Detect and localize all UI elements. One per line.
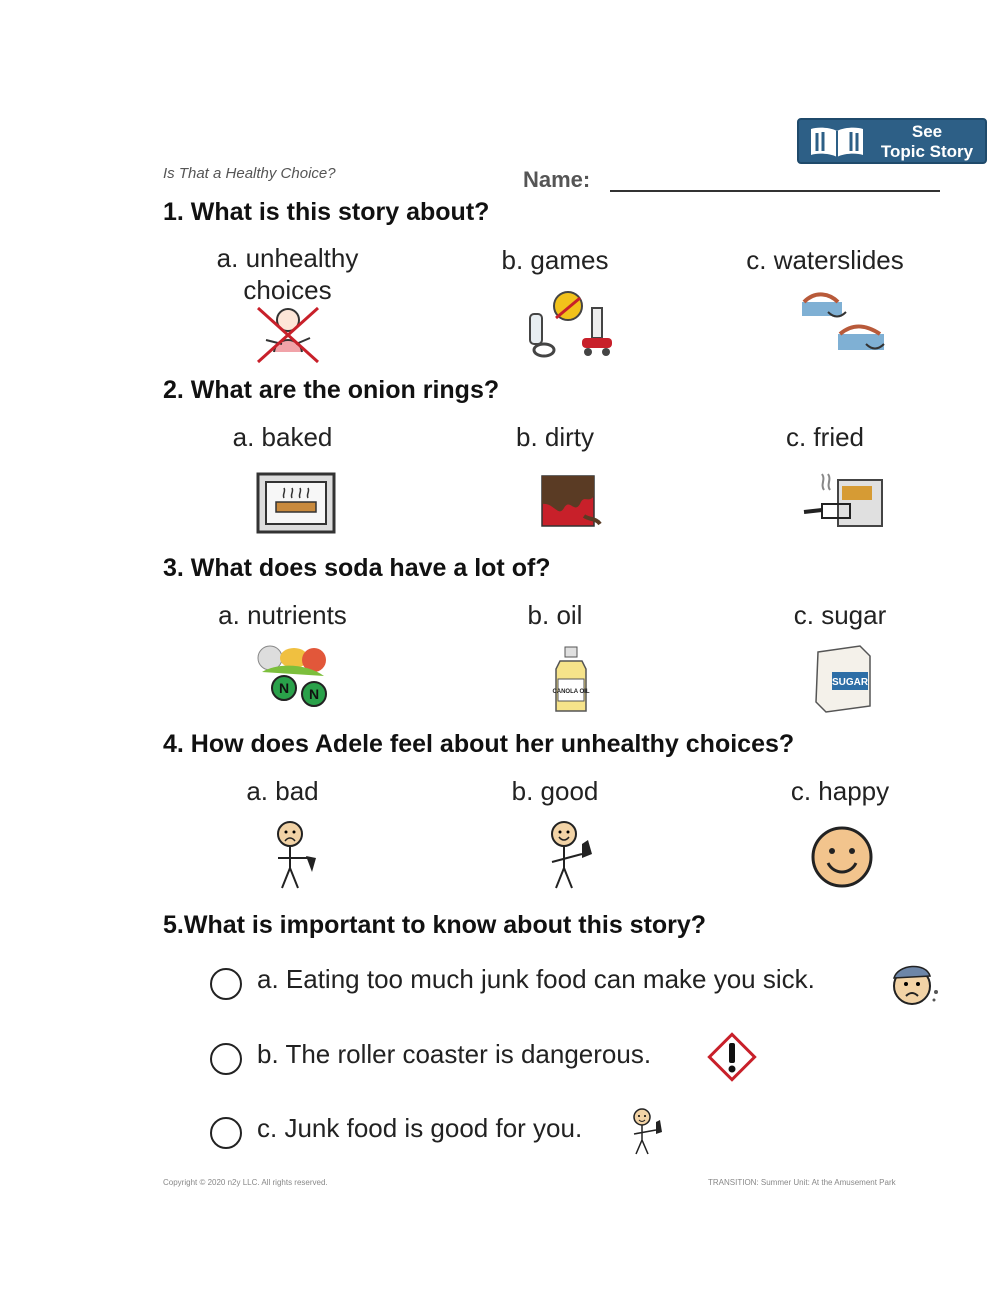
q4-option-a[interactable]: a. bad <box>246 776 319 806</box>
question-1-title: 1. What is this story about? <box>163 198 490 226</box>
q4-option-c[interactable]: c. happy <box>790 776 890 806</box>
danger-warning-icon <box>706 1031 758 1083</box>
question-5-title: 5.What is important to know about this story? <box>163 911 707 939</box>
question-4-title: 4. How does Adele feel about her unhealthy choices? <box>163 730 795 758</box>
q5-statement-c[interactable]: c. Junk food is good for you. <box>257 1113 583 1143</box>
waterslides-icon <box>800 290 886 362</box>
sugar-label: SUGAR <box>831 677 869 688</box>
book-icon <box>807 125 867 159</box>
q1-option-c[interactable]: c. waterslides <box>746 245 904 275</box>
question-2-title: 2. What are the onion rings? <box>163 376 500 404</box>
feel-bad-icon <box>270 818 324 890</box>
happy-face-icon <box>810 825 874 889</box>
nutrient-label-1: N <box>278 680 290 696</box>
nutrients-icon <box>254 642 338 712</box>
q5-statement-b[interactable]: b. The roller coaster is dangerous. <box>257 1039 652 1069</box>
games-icon <box>526 288 618 360</box>
q2-option-a[interactable]: a. baked <box>232 422 333 452</box>
q3-option-b[interactable]: b. oil <box>527 600 583 630</box>
q5-radio-a[interactable] <box>210 968 242 1000</box>
q3-option-c[interactable]: c. sugar <box>793 600 887 630</box>
sugar-bag-icon <box>810 642 874 714</box>
feel-good-icon <box>544 818 602 890</box>
q2-option-b[interactable]: b. dirty <box>515 422 595 452</box>
q5-statement-a[interactable]: a. Eating too much junk food can make you sick. <box>257 964 815 994</box>
question-3-title: 3. What does soda have a lot of? <box>163 554 551 582</box>
q2-option-c[interactable]: c. fried <box>785 422 865 452</box>
oven-baked-icon <box>256 472 336 534</box>
q1-option-a[interactable]: a. unhealthy choices <box>216 243 359 305</box>
footer-unit: TRANSITION: Summer Unit: At the Amusement Park <box>708 1178 896 1187</box>
name-field-line[interactable] <box>610 190 940 192</box>
oil-label: CANOLA OIL <box>552 689 590 695</box>
q5-radio-c[interactable] <box>210 1117 242 1149</box>
worksheet-subtitle: Is That a Healthy Choice? <box>163 165 336 182</box>
q1-option-b[interactable]: b. games <box>501 245 609 275</box>
q3-option-a[interactable]: a. nutrients <box>218 600 347 630</box>
sick-face-icon <box>886 956 942 1010</box>
dirty-icon <box>540 474 602 530</box>
good-gesture-icon <box>628 1106 670 1156</box>
unhealthy-choices-icon <box>252 302 324 366</box>
footer-copyright: Copyright © 2020 n2y LLC. All rights reserved. <box>163 1178 328 1187</box>
nutrient-label-2: N <box>308 686 320 702</box>
name-label: Name: <box>523 167 591 192</box>
oil-bottle-icon <box>552 645 590 715</box>
fryer-icon <box>802 470 884 534</box>
topic-button-label: See Topic Story <box>880 122 974 161</box>
q4-option-b[interactable]: b. good <box>511 776 599 806</box>
q5-radio-b[interactable] <box>210 1043 242 1075</box>
see-topic-story-button[interactable] <box>797 118 987 164</box>
